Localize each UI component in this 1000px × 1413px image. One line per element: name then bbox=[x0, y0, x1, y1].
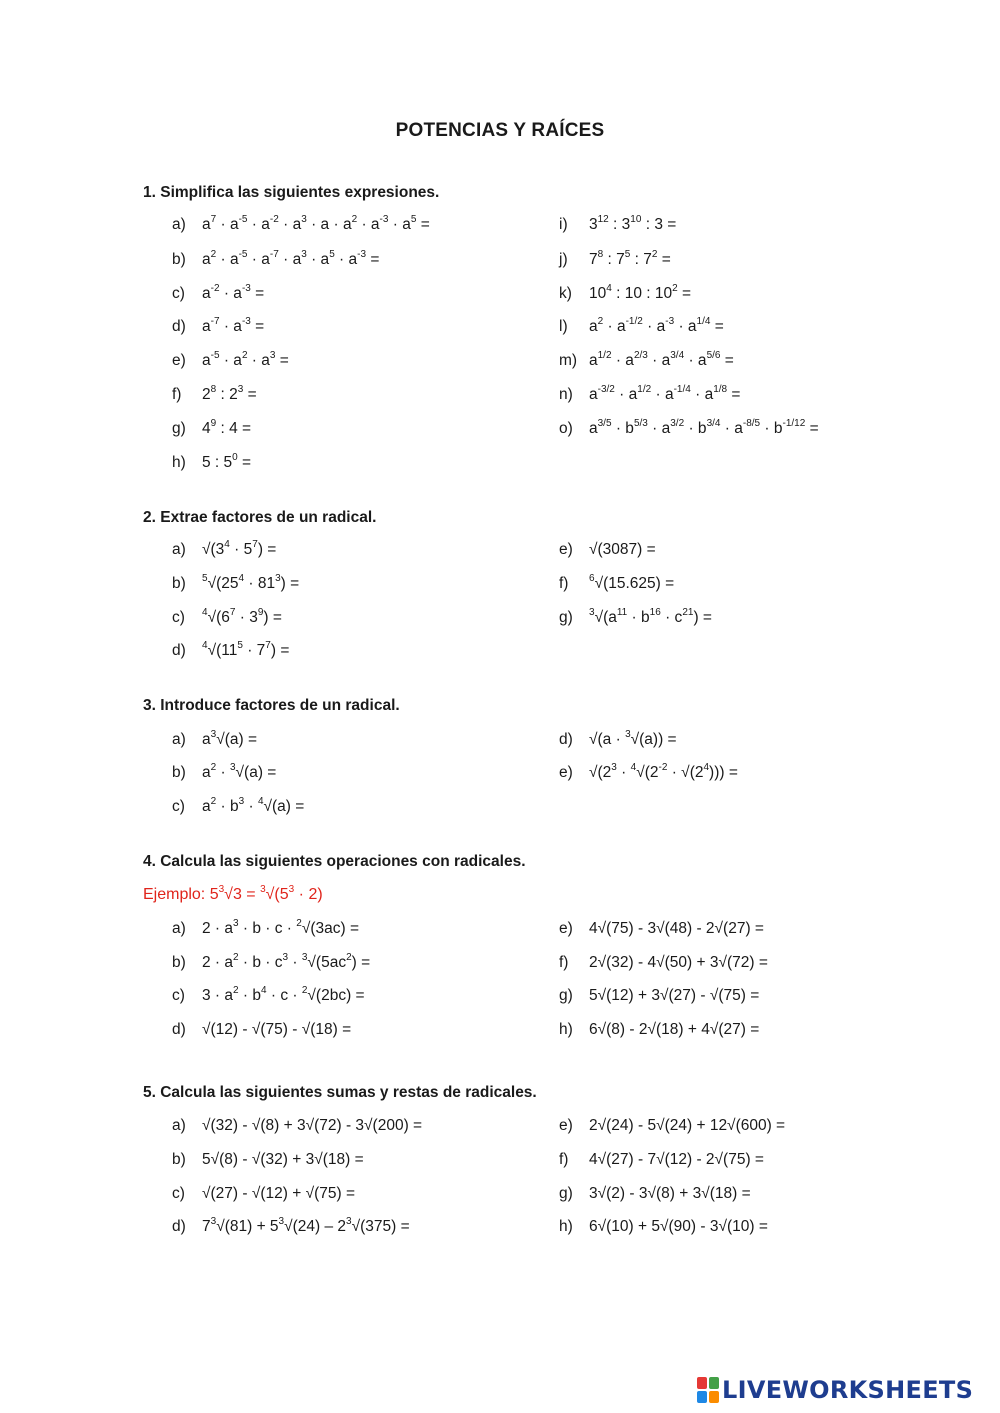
exercise-label: b) bbox=[172, 764, 186, 781]
exercise-2c bbox=[172, 609, 282, 627]
exercise-2a bbox=[172, 541, 276, 559]
exercise-label: m) bbox=[559, 352, 578, 369]
exercise-expression: $a^{3/5} \cdot b^{5/3} \cdot a^{3/2} \cdot b^{3/4} \cdot a^{-8/5} \cdot b^{-1/12}$ = bbox=[589, 418, 819, 437]
exercise-label: a) bbox=[172, 731, 186, 748]
exercise-expression: $a^2 \cdot ^3√(a)$ = bbox=[202, 762, 277, 781]
exercise-label: i) bbox=[559, 216, 568, 233]
exercise-label: c) bbox=[172, 987, 185, 1004]
page-title: POTENCIAS Y RAÍCES bbox=[395, 120, 605, 141]
exercise-label: d) bbox=[172, 318, 186, 335]
exercise-expression: $^5√(25^4 \cdot 81^3)$ = bbox=[202, 573, 300, 592]
exercise-2f bbox=[559, 575, 674, 593]
exercise-expression: √(27) - √(12) + √(75) = bbox=[202, 1185, 356, 1202]
exercise-expression: 6√(10) + 5√(90) - 3√(10) = bbox=[589, 1218, 768, 1235]
exercise-expression: $a^3√(a)$ = bbox=[202, 729, 257, 748]
exercise-1m bbox=[559, 352, 734, 370]
logo-tile bbox=[709, 1377, 719, 1389]
exercise-label: c) bbox=[172, 285, 185, 302]
exercise-expression: 5√(12) + 3√(27) - √(75) = bbox=[589, 987, 760, 1004]
exercise-expression: $√(2^3 \cdot ^4√(2^{-2} \cdot √(2^4)))$ = bbox=[589, 762, 738, 781]
exercise-label: d) bbox=[559, 731, 573, 748]
section-heading-3: 3. Introduce factores de un radical. bbox=[143, 697, 400, 714]
exercise-1j bbox=[559, 251, 671, 269]
exercise-label: e) bbox=[559, 764, 573, 781]
exercise-expression: $7^3√(81) + 5^3√(24) - 2^3√(375)$ = bbox=[202, 1216, 410, 1235]
exercise-1a bbox=[172, 216, 430, 234]
exercise-4g bbox=[559, 987, 759, 1005]
exercise-label: e) bbox=[559, 541, 573, 558]
exercise-expression: 4√(75) - 3√(48) - 2√(27) = bbox=[589, 920, 764, 937]
exercise-expression: $a^{-5} \cdot a^2 \cdot a^3$ = bbox=[202, 350, 289, 369]
exercise-4a bbox=[172, 920, 359, 938]
exercise-1e bbox=[172, 352, 289, 370]
logo-tile bbox=[709, 1391, 719, 1403]
exercise-label: e) bbox=[172, 352, 186, 369]
exercise-label: b) bbox=[172, 575, 186, 592]
exercise-1o bbox=[559, 420, 819, 438]
exercise-label: b) bbox=[172, 251, 186, 268]
exercise-expression: $a^7 \cdot a^{-5} \cdot a^{-2} \cdot a^3 \cdot a \cdot a^2 \cdot a^{-3} \cdot a^5$ = bbox=[202, 214, 430, 233]
exercise-4e bbox=[559, 920, 764, 938]
exercise-3a bbox=[172, 731, 257, 749]
exercise-label: l) bbox=[559, 318, 568, 335]
exercise-label: a) bbox=[172, 920, 186, 937]
exercise-4b bbox=[172, 954, 370, 972]
exercise-label: n) bbox=[559, 386, 573, 403]
exercise-label: b) bbox=[172, 954, 186, 971]
exercise-expression: $a^{-3/2} \cdot a^{1/2} \cdot a^{-1/4} \cdot a^{1/8}$ = bbox=[589, 384, 741, 403]
exercise-label: c) bbox=[172, 1185, 185, 1202]
exercise-label: c) bbox=[172, 798, 185, 815]
exercise-5h bbox=[559, 1218, 768, 1236]
exercise-expression: $2 \cdot a^3 \cdot b \cdot c \cdot ^2√(3ac)$ = bbox=[202, 918, 360, 937]
exercise-1b bbox=[172, 251, 379, 269]
exercise-label: h) bbox=[559, 1218, 573, 1235]
exercise-label: f) bbox=[559, 575, 569, 592]
exercise-label: g) bbox=[172, 420, 186, 437]
exercise-5a bbox=[172, 1117, 422, 1135]
exercise-1g bbox=[172, 420, 251, 438]
exercise-expression: 5 : $5^0$ = bbox=[202, 452, 252, 471]
exercise-1f bbox=[172, 386, 257, 404]
exercise-1i bbox=[559, 216, 676, 234]
logo-tile bbox=[697, 1377, 707, 1389]
exercise-label: k) bbox=[559, 285, 572, 302]
exercise-label: a) bbox=[172, 1117, 186, 1134]
exercise-2d bbox=[172, 642, 289, 660]
exercise-label: a) bbox=[172, 216, 186, 233]
exercise-label: e) bbox=[559, 1117, 573, 1134]
brand-name: LIVEWORKSHEETS bbox=[722, 1376, 974, 1404]
exercise-expression: 3√(2) - 3√(8) + 3√(18) = bbox=[589, 1185, 751, 1202]
exercise-5c bbox=[172, 1185, 355, 1203]
exercise-label: g) bbox=[559, 987, 573, 1004]
exercise-1h bbox=[172, 454, 251, 472]
liveworksheets-brand[interactable] bbox=[697, 1376, 973, 1404]
section-heading-4: 4. Calcula las siguientes operaciones con radicales. bbox=[143, 853, 526, 870]
section-heading-5: 5. Calcula las siguientes sumas y restas de radicales. bbox=[143, 1084, 537, 1101]
exercise-expression: $2^8$ : $2^3$ = bbox=[202, 384, 257, 403]
exercise-2b bbox=[172, 575, 299, 593]
exercise-label: h) bbox=[559, 1021, 573, 1038]
exercise-label: f) bbox=[559, 1151, 569, 1168]
exercise-3b bbox=[172, 764, 276, 782]
exercise-expression: 2√(32) - 4√(50) + 3√(72) = bbox=[589, 954, 768, 971]
exercise-expression: √(a · $^3$√(a)) = bbox=[589, 729, 677, 748]
exercise-4h bbox=[559, 1021, 759, 1039]
exercise-5g bbox=[559, 1185, 751, 1203]
exercise-label: e) bbox=[559, 920, 573, 937]
exercise-3e bbox=[559, 764, 738, 782]
exercise-expression: $a^{1/2} \cdot a^{2/3} \cdot a^{3/4} \cdot a^{5/6}$ = bbox=[589, 350, 734, 369]
exercise-label: f) bbox=[172, 386, 182, 403]
exercise-expression: √(12) - √(75) - √(18) = bbox=[202, 1021, 352, 1038]
worked-example: Ejemplo: $5^3√3 = ^3√(5^3 \cdot 2)$ bbox=[143, 884, 323, 903]
exercise-4c bbox=[172, 987, 365, 1005]
exercise-label: f) bbox=[559, 954, 569, 971]
exercise-expression: $4^9$ : 4 = bbox=[202, 418, 252, 437]
exercise-expression: $^4√(6^7 \cdot 3^9)$ = bbox=[202, 607, 282, 626]
logo-tile bbox=[697, 1391, 707, 1403]
exercise-3c bbox=[172, 798, 304, 816]
exercise-3d bbox=[559, 731, 677, 749]
exercise-expression: √(3087) = bbox=[589, 541, 656, 558]
exercise-1n bbox=[559, 386, 740, 404]
exercise-5b bbox=[172, 1151, 364, 1169]
exercise-label: d) bbox=[172, 642, 186, 659]
exercise-label: a) bbox=[172, 541, 186, 558]
exercise-expression: $a^{-7} \cdot a^{-3}$ = bbox=[202, 316, 265, 335]
exercise-5f bbox=[559, 1151, 764, 1169]
exercise-expression: 4√(27) - 7√(12) - 2√(75) = bbox=[589, 1151, 764, 1168]
exercise-expression: 6√(8) - 2√(18) + 4√(27) = bbox=[589, 1021, 760, 1038]
exercise-expression: $3^{12}$ : $3^{10}$ : 3 = bbox=[589, 214, 677, 233]
exercise-expression: $2 \cdot a^2 \cdot b \cdot c^3 \cdot ^3√(5ac^2)$ = bbox=[202, 952, 371, 971]
exercise-expression: $3 \cdot a^2 \cdot b^4 \cdot c \cdot ^2√(2bc)$ = bbox=[202, 985, 365, 1004]
exercise-label: g) bbox=[559, 1185, 573, 1202]
exercise-expression: $a^2 \cdot b^3 \cdot ^4√(a)$ = bbox=[202, 796, 305, 815]
exercise-4d bbox=[172, 1021, 351, 1039]
exercise-label: g) bbox=[559, 609, 573, 626]
exercise-label: h) bbox=[172, 454, 186, 471]
exercise-1c bbox=[172, 285, 264, 303]
exercise-expression: $a^2 \cdot a^{-5} \cdot a^{-7} \cdot a^3 \cdot a^5 \cdot a^{-3}$ = bbox=[202, 249, 380, 268]
exercise-1d bbox=[172, 318, 264, 336]
exercise-expression: $√(3^4 \cdot 5^7)$ = bbox=[202, 539, 277, 558]
exercise-expression: $^4√(11^5 \cdot 7^7)$ = bbox=[202, 640, 290, 659]
exercise-2e bbox=[559, 541, 656, 559]
exercise-label: j) bbox=[559, 251, 568, 268]
exercise-label: c) bbox=[172, 609, 185, 626]
exercise-label: b) bbox=[172, 1151, 186, 1168]
exercise-label: d) bbox=[172, 1021, 186, 1038]
exercise-expression: $7^8$ : $7^5$ : $7^2$ = bbox=[589, 249, 671, 268]
exercise-1k bbox=[559, 285, 691, 303]
section-heading-1: 1. Simplifica las siguientes expresiones. bbox=[143, 184, 440, 201]
exercise-expression: $a^{-2} \cdot a^{-3}$ = bbox=[202, 283, 265, 302]
exercise-label: o) bbox=[559, 420, 573, 437]
exercise-5e bbox=[559, 1117, 785, 1135]
exercise-5d bbox=[172, 1218, 410, 1236]
exercise-expression: 2√(24) - 5√(24) + 12√(600) = bbox=[589, 1117, 786, 1134]
exercise-expression: $^6$√(15.625) = bbox=[589, 573, 675, 592]
exercise-label: d) bbox=[172, 1218, 186, 1235]
exercise-expression: $^3√(a^{11} \cdot b^{16} \cdot c^{21})$ = bbox=[589, 607, 712, 626]
exercise-4f bbox=[559, 954, 768, 972]
exercise-2g bbox=[559, 609, 712, 627]
liveworksheets-logo-icon bbox=[697, 1377, 719, 1403]
exercise-expression: 5√(8) - √(32) + 3√(18) = bbox=[202, 1151, 364, 1168]
exercise-expression: $a^2 \cdot a^{-1/2} \cdot a^{-3} \cdot a^{1/4}$ = bbox=[589, 316, 724, 335]
exercise-expression: √(32) - √(8) + 3√(72) - 3√(200) = bbox=[202, 1117, 423, 1134]
section-heading-2: 2. Extrae factores de un radical. bbox=[143, 509, 377, 526]
exercise-expression: $10^4$ : 10 : $10^2$ = bbox=[589, 283, 692, 302]
exercise-1l bbox=[559, 318, 724, 336]
